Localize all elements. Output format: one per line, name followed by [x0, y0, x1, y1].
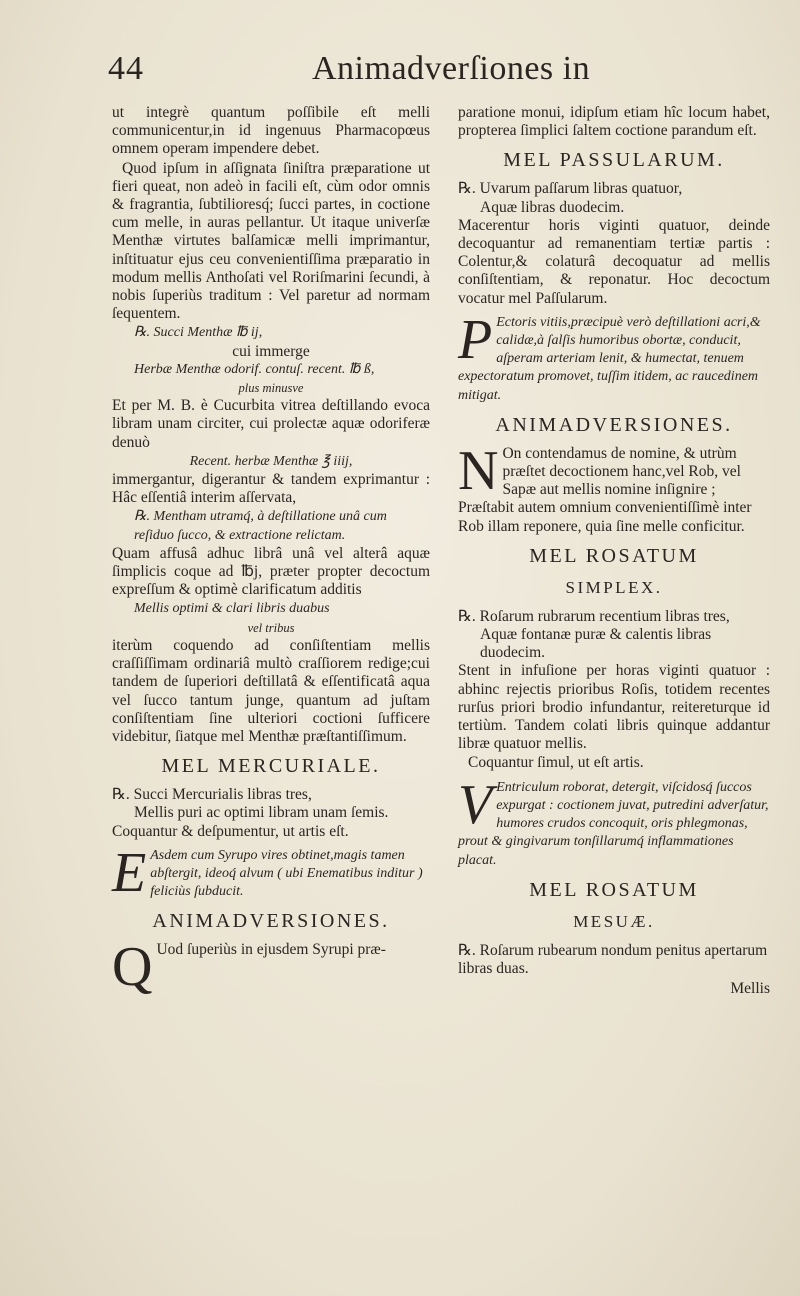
commentary-paragraph: [112, 936, 430, 999]
paragraph: Coquantur ſimul, ut eſt artis.: [468, 754, 644, 772]
page-number: 44: [108, 50, 144, 87]
recipe-line: ℞. Mentham utramq́, à deſtillatione unâ cum reſiduo ſucco, & extractione relictam.: [134, 509, 387, 543]
paragraph: Macerentur horis viginti quatuor, deinde decoquantur ad remanentiam tertiæ partis : Colentur,& colaturâ decoquatur ad mellis conſiſtentiam, & reponatur. Hoc decoctum vocatur mel Paſſularum.: [458, 216, 770, 307]
section-heading: MEL PASSULARUM.: [503, 149, 725, 172]
paragraph-text: Entriculum roborat, detergit, viſcidosq́ ſuccos expurgat : coctionem juvat, putredini adverſatur, humores crudos concoquit, oris phlegmonas, prout & gingivarum tonſillarumq́ inflammationes placat.: [458, 779, 769, 868]
recipe-line: ℞. Roſarum rubrarum recentium libras tres,: [458, 607, 730, 625]
section-subheading: SIMPLEX.: [565, 577, 663, 597]
section-heading: MEL ROSATUM: [529, 544, 699, 567]
section-heading: MEL ROSATUM: [529, 878, 699, 901]
paragraph-text: Ectoris vitiis,præcipuè verò deſtillationi acri,& calidæ,à ſalſis humoribus obortæ, conducit, aſperam arteriam lenit, & humectat, tenuem expectoratum promovet, tuſſim itidem, ac raucedinem mitigat.: [458, 314, 761, 403]
section-heading: MEL MERCURIALE.: [161, 755, 381, 778]
paragraph: iterùm coquendo ad conſiſtentiam mellis craſſiſſimam ordinariâ multò craſſiorem redige;cui tandem de ſuperiori deſtillatâ & eſſentificatâ aqua vel ſucco tantum junge, quantum ad juſtam conſiſtentiam ſine ulteriori coctioni ſufficere videbitur, ſiatque mel Menthæ præſtantiſſimum.: [112, 636, 430, 745]
virtues-paragraph: [458, 308, 770, 405]
paragraph: ut integrè quantum poſſibile eſt melli communicentur,in id ingenuus Pharmacopœus omnem operam impendere debet.: [112, 104, 430, 158]
drop-cap: Q: [112, 936, 153, 999]
recipe-line: ℞. Roſarum rubearum nondum penitus apertarum libras duas.: [458, 941, 768, 977]
paragraph-text: Uod ſuperiùs in ejusdem Syrupi præ-: [156, 941, 386, 959]
recipe-line: Mellis puri ac optimi libram unam ſemis.: [134, 804, 389, 822]
paragraph-text: Asdem cum Syrupo vires obtinet,magis tamen abſtergit, ideoq́ alvum ( ubi Enematibus inditur ) feliciùs ſubducit.: [150, 847, 423, 900]
recipe-line: ℞. Succi Mercurialis libras tres,: [112, 786, 312, 804]
paragraph: Stent in infuſione per horas viginti quatuor : abhinc rejectis prioribus Roſis, totidem recentes rurſus priori brodio infundantur, reitereturque id tertiùm. Tandem colati libris quinque addantur libræ quatuor mellis.: [458, 662, 770, 753]
catchword: Mellis: [730, 980, 770, 998]
paragraph: Quod ipſum in aſſignata ſiniſtra præparatione ut fieri queat, non adeò in facili eſt, cùm odor omnis & fragrantia, ſubtilioresq́; ſucci partes, in coctione cum melle, in auras pellantur. Ut itaque univerſæ Menthæ virtutes balſamicæ melli imprimantur, inſtituatur ejus ceu convenientiſſima præparatio in modum mellis Anthoſati vel Roriſmarini ſecundi, à nobis ſuperiùs traditum : Vel paretur ad normam ſequentem.: [112, 159, 430, 323]
right-column: [458, 104, 770, 998]
commentary-paragraph: [458, 439, 770, 536]
running-title: Animadverſiones in: [312, 50, 591, 87]
section-heading: ANIMADVERSIONES.: [495, 413, 733, 436]
recipe-line: vel tribus: [247, 620, 295, 635]
drop-cap: E: [112, 841, 147, 904]
left-column: [112, 104, 430, 999]
virtues-paragraph: [112, 841, 430, 904]
recipe-line: ℞. Uvarum paſſarum libras quatuor,: [458, 180, 683, 198]
recipe-line: Herbæ Menthæ odorif. contuſ. recent. ℔ ß,: [134, 361, 375, 377]
paragraph: paratione monui, idipſum etiam hîc locum habet, propterea ſimplici ſaltem coctione parandum eſt.: [458, 104, 770, 140]
paragraph: Coquantur & deſpumentur, ut artis eſt.: [112, 822, 349, 840]
virtues-paragraph: [458, 773, 770, 870]
paragraph: Quam affusâ adhuc librâ unâ vel alterâ aquæ ſimplicis coque ad ℔j, præter propter decoctum expreſſum & optimè clarificatum additis: [112, 544, 430, 599]
recipe-line: Mellis optimi & clari libris duabus: [134, 601, 330, 617]
drop-cap: P: [458, 308, 493, 371]
paragraph-text: On contendamus de nomine, & utrùm præſtet decoctionem hanc,vel Rob, vel Sapæ aut mellis nomine inſignire ; Præſtabit autem omnium convenientiſſimè inter Rob illam reponere, quia ſine melle conficitur.: [458, 444, 752, 535]
section-subheading: MESUÆ.: [573, 911, 655, 931]
recipe-line: Aquæ fontanæ puræ & calentis libras duodecim.: [480, 626, 712, 662]
drop-cap: V: [458, 773, 493, 836]
section-heading: ANIMADVERSIONES.: [152, 910, 390, 933]
recipe-line: Aquæ libras duodecim.: [480, 198, 625, 216]
running-head: [108, 50, 708, 100]
drop-cap: N: [458, 439, 499, 502]
recipe-line: plus minusve: [238, 381, 304, 396]
recipe-line: cui immerge: [232, 342, 310, 360]
paragraph: Et per M. B. è Cucurbita vitrea deſtillando evoca libram unam circiter, cui prolectæ aquæ odoriferæ denuò: [112, 397, 430, 451]
paragraph: immergantur, digerantur & tandem exprimantur : Hâc eſſentiâ interim aſſervata,: [112, 471, 430, 507]
recipe-line: ℞. Succi Menthæ ℔ ij,: [134, 325, 263, 341]
recipe-line: Recent. herbæ Menthæ ℥ iiij,: [189, 453, 353, 469]
